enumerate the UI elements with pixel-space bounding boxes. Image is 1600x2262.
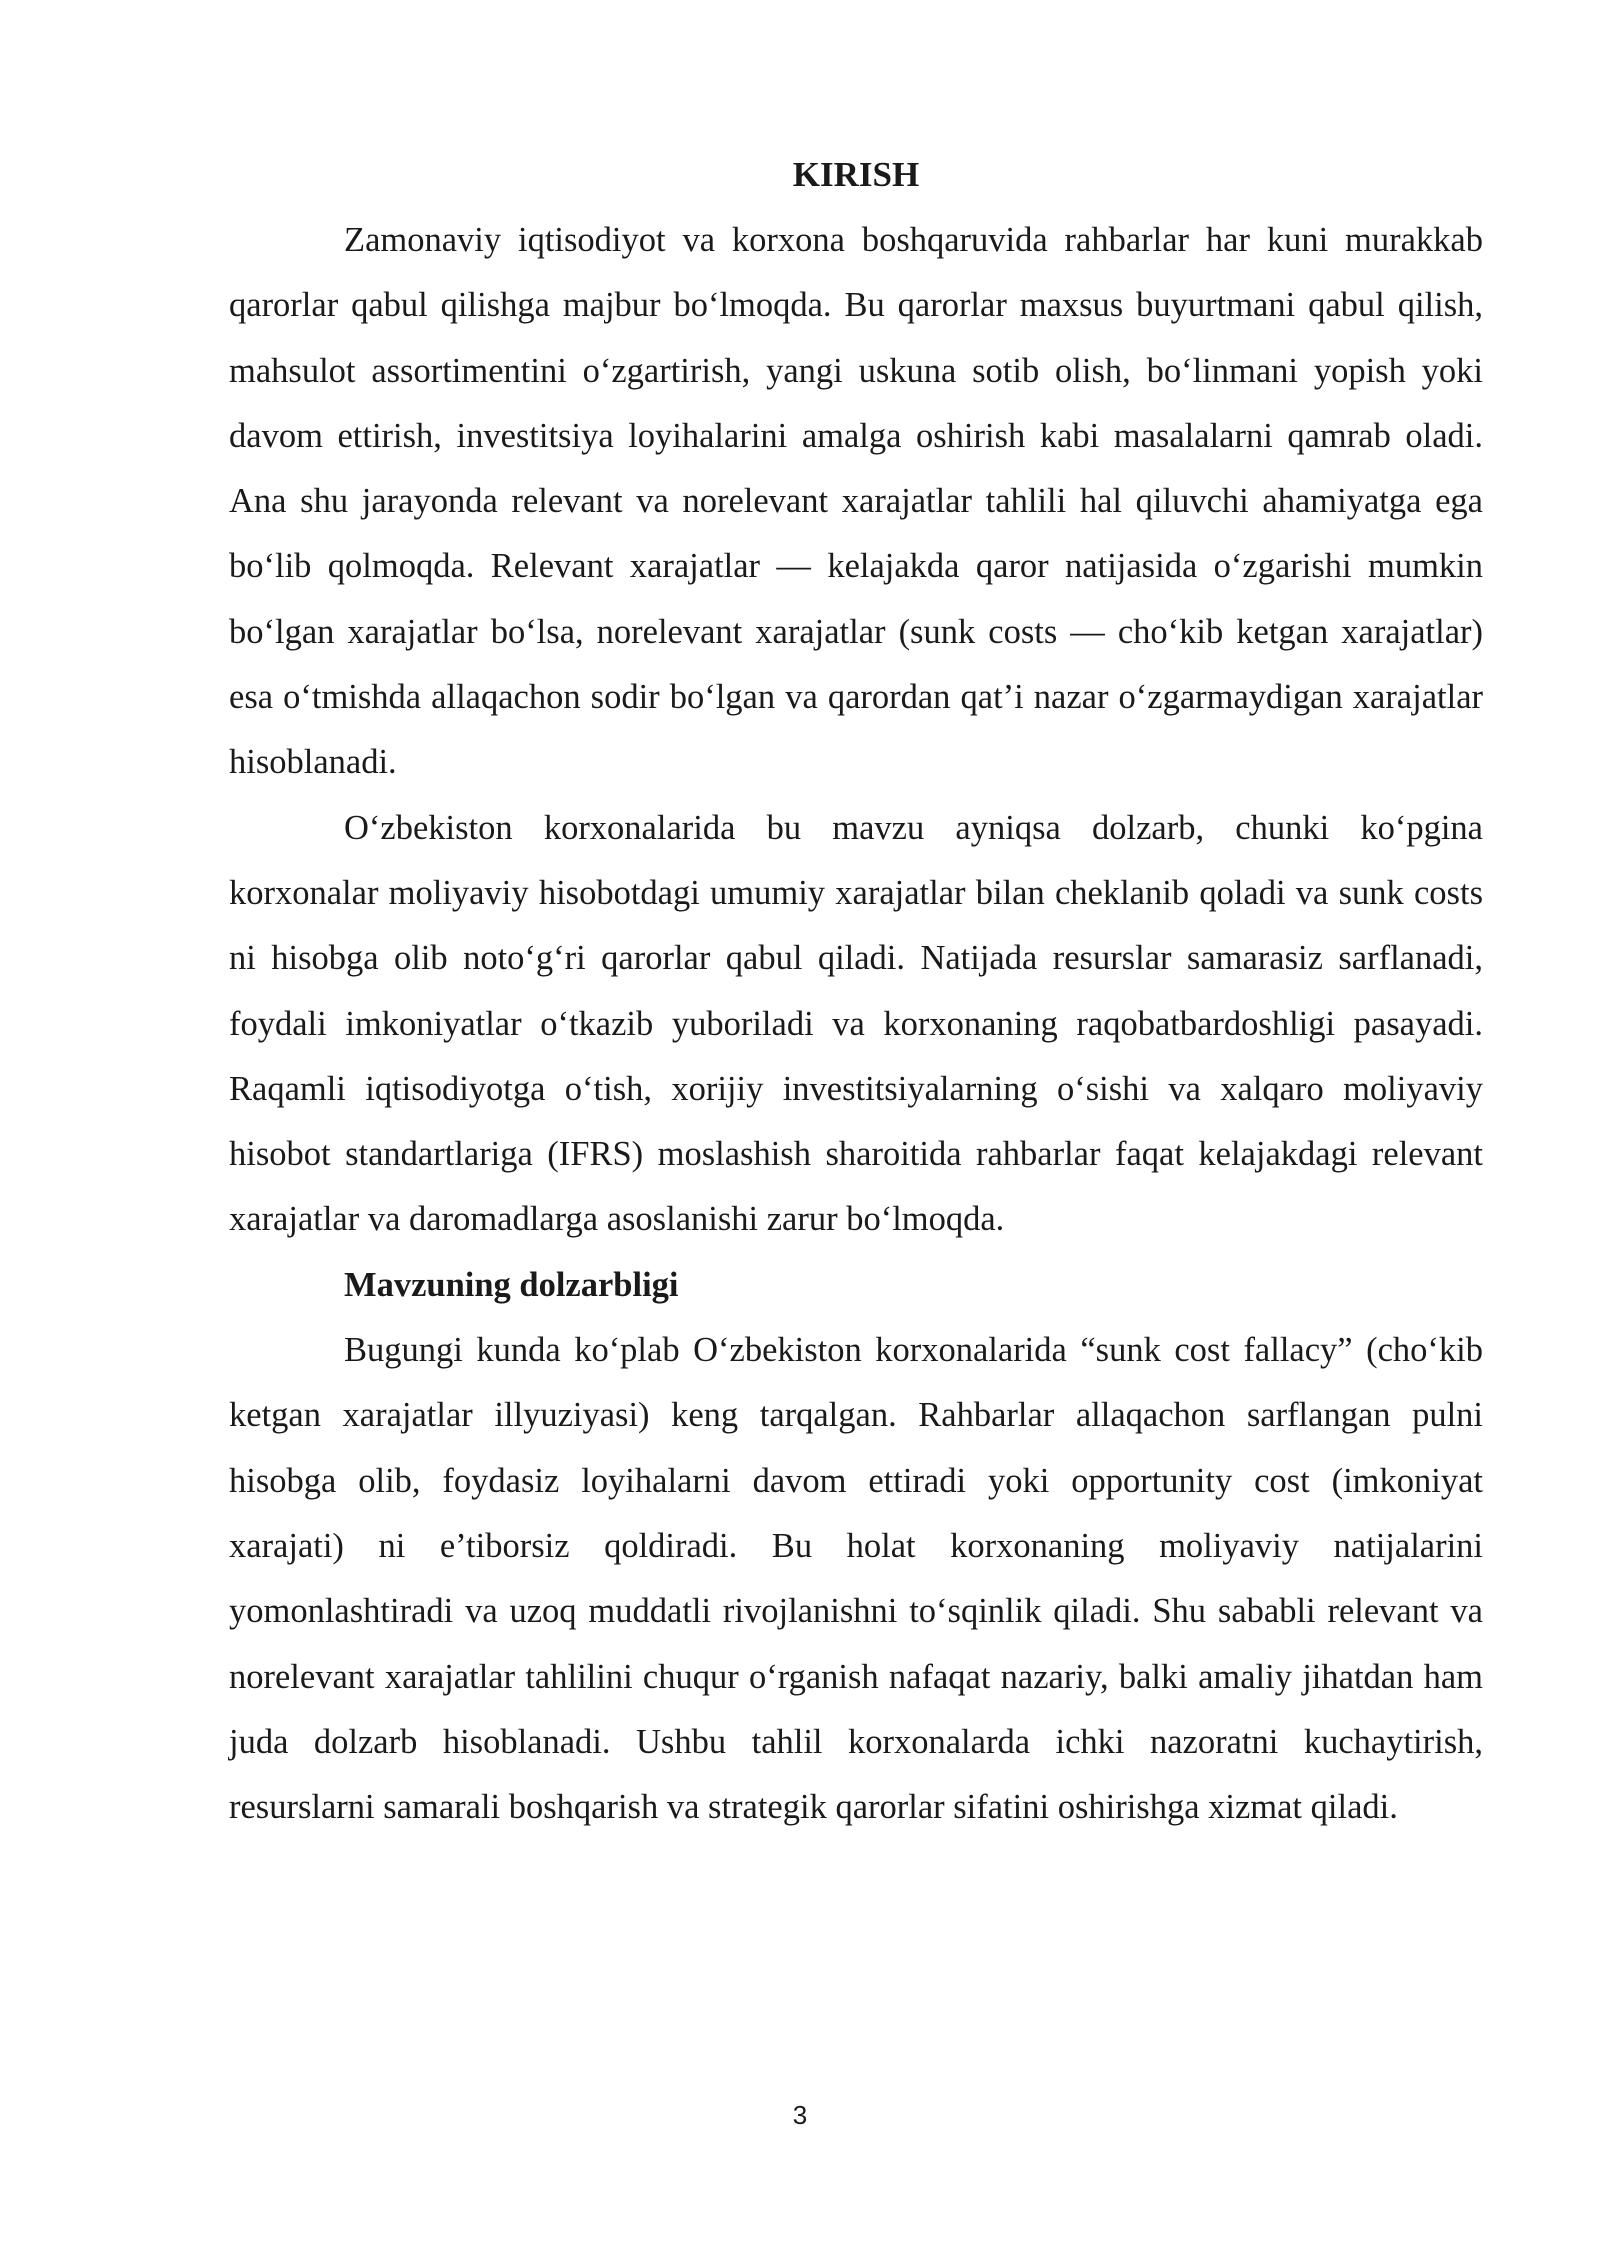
subheading-relevance: Mavzuning dolzarbligi [344,1265,679,1304]
page-number: 3 [792,2100,808,2130]
intro-paragraph-2: O‘zbekiston korxonalarida bu mavzu ayniqsa dolzarb, chunki ko‘pgina korxonalar moliyaviy hisobotdagi umumiy xarajatlar bilan cheklanib qoladi va sunk costs ni hisobga olib noto‘g‘ri qarorlar qabul qiladi. Natijada resurslar samarasiz sarflanadi, foydali imkoniyatlar o‘tkazib yuboriladi va korxonaning raqobatbardoshligi pasayadi. Raqamli iqtisodiyotga o‘tish, xorijiy investitsiyalarning o‘sishi va xalqaro moliyaviy hisobot standartlariga (IFRS) moslashish sharoitida rahbarlar faqat kelajakdagi relevant xarajatlar va daromadlarga asoslanishi zarur bo‘lmoqda. [229,808,1483,1239]
page-content [229,148,1483,1840]
intro-paragraph-1: Zamonaviy iqtisodiyot va korxona boshqaruvida rahbarlar har kuni murakkab qarorlar qabul qilishga majbur bo‘lmoqda. Bu qarorlar maxsus buyurtmani qabul qilish, mahsulot assortimentini o‘zgartirish, yangi uskuna sotib olish, bo‘linmani yopish yoki davom ettirish, investitsiya loyihalarini amalga oshirish kabi masalalarni qamrab oladi. Ana shu jarayonda relevant va norelevant xarajatlar tahlili hal qiluvchi ahamiyatga ega bo‘lib qolmoqda. Relevant xarajatlar — kelajakda qaror natijasida o‘zgarishi mumkin bo‘lgan xarajatlar bo‘lsa, norelevant xarajatlar (sunk costs — cho‘kib ketgan xarajatlar) esa o‘tmishda allaqachon sodir bo‘lgan va qarordan qat’i nazar o‘zgarmaydigan xarajatlar hisoblanadi. [229,221,1483,782]
section-title: KIRISH [792,155,920,194]
relevance-paragraph: Bugungi kunda ko‘plab O‘zbekiston korxonalarida “sunk cost fallacy” (cho‘kib ketgan xarajatlar illyuziyasi) keng tarqalgan. Rahbarlar allaqachon sarflangan pulni hisobga olib, foydasiz loyihalarni davom ettiradi yoki opportunity cost (imkoniyat xarajati) ni e’tiborsiz qoldiradi. Bu holat korxonaning moliyaviy natijalarini yomonlashtiradi va uzoq muddatli rivojlanishni to‘sqinlik qiladi. Shu sababli relevant va norelevant xarajatlar tahlilini chuqur o‘rganish nafaqat nazariy, balki amaliy jihatdan ham juda dolzarb hisoblanadi. Ushbu tahlil korxonalarda ichki nazoratni kuchaytirish, resurslarni samarali boshqarish va strategik qarorlar sifatini oshirishga xizmat qiladi. [229,1331,1483,1827]
